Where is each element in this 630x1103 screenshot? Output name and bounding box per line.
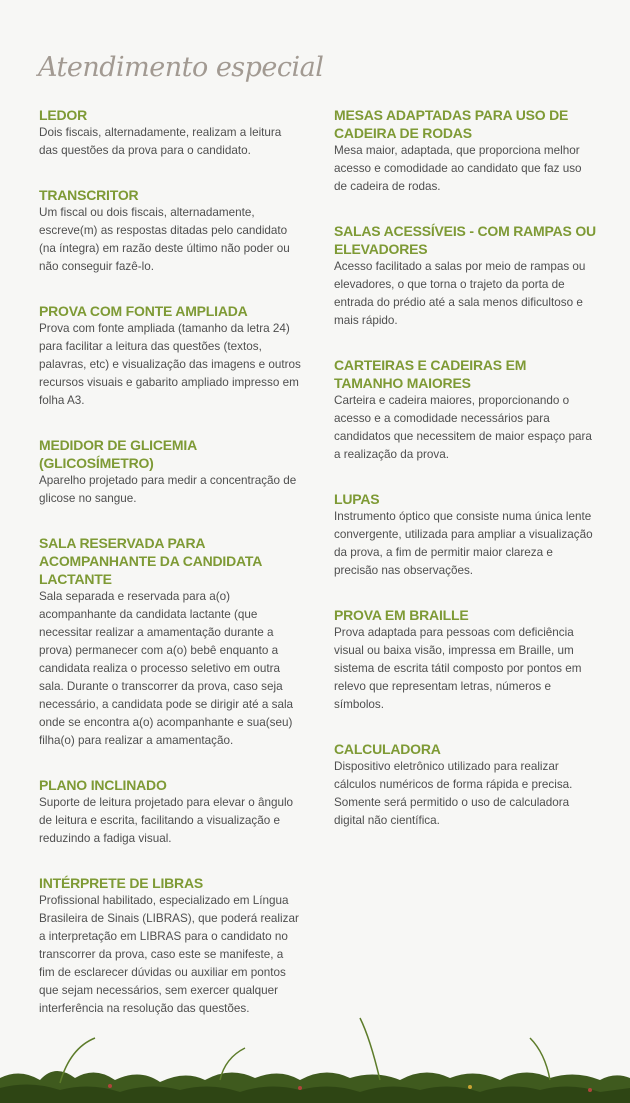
section-title: LEDOR [39, 107, 88, 123]
section-title: TRANSCRITOR [39, 187, 139, 203]
left-column [39, 106, 301, 1018]
section-interprete-libras [39, 874, 301, 1018]
section-body: Suporte de leitura projetado para elevar o ângulo de leitura e escrita, facilitando a visualização e reduzindo a fadiga visual. [39, 796, 294, 845]
section-plano-inclinado [39, 776, 301, 848]
section-ledor [39, 106, 301, 160]
section-medidor-glicemia [39, 436, 301, 508]
section-body: Profissional habilitado, especializado em Língua Brasileira de Sinais (LIBRAS), que poderá realizar a interpretação em LIBRAS para o candidato no transcorrer da prova, caso este se manifeste, a fim de esclarecer dúvidas ou auxiliar em pontos que sejam necessários, sem exercer qualquer interferência na resolução das questões. [39, 894, 299, 1015]
section-body: Prova adaptada para pessoas com deficiência visual ou baixa visão, impressa em Braille, um sistema de escrita tátil composto por pontos em relevo que representam letras, números e símbolos. [334, 626, 582, 711]
section-title: PROVA COM FONTE AMPLIADA [39, 303, 248, 319]
section-body: Carteira e cadeira maiores, proporcionando o acesso e a comodidade necessários para candidatos que necessitem de maior espaço para a realização da prova. [334, 394, 592, 461]
section-title: PROVA EM BRAILLE [334, 607, 469, 623]
section-body: Aparelho projetado para medir a concentração de glicose no sangue. [39, 474, 297, 505]
section-body: Dispositivo eletrônico utilizado para realizar cálculos numéricos de forma rápida e precisa. Somente será permitido o uso de calculadora digital não científica. [334, 760, 573, 827]
section-body: Um fiscal ou dois fiscais, alternadamente, escreve(m) as respostas ditadas pelo candidato (na íntegra) em razão deste último não poder ou não conseguir fazê-lo. [39, 206, 290, 273]
section-title: CARTEIRAS E CADEIRAS EM TAMANHO MAIORES [334, 357, 527, 391]
section-body: Sala separada e reservada para a(o) acompanhante da candidata lactante (que necessitar realizar a amamentação durante a prova) permanecer com a(o) bebê enquanto a candidata realiza o processo seletivo em outra sala. Durante o transcorrer da prova, caso seja necessário, a candidata pode se dirigir até a sala onde se encontra a(o) acompanhante e sua(seu) filha(o) para realizar a amamentação. [39, 590, 294, 747]
section-body: Acesso facilitado a salas por meio de rampas ou elevadores, o que torna o trajeto da porta de entrada do prédio até a sala menos dificultoso e mais rápido. [334, 260, 586, 327]
section-lupas [334, 490, 596, 580]
section-prova-fonte-ampliada [39, 302, 301, 410]
section-body: Instrumento óptico que consiste numa única lente convergente, utilizada para ampliar a visualização da prova, a fim de permitir maior clareza e precisão nas observações. [334, 510, 593, 577]
section-title: MESAS ADAPTADAS PARA USO DE CADEIRA DE RODAS [334, 107, 569, 141]
section-salas-acessiveis [334, 222, 596, 330]
right-column [334, 106, 596, 830]
section-title: SALAS ACESSÍVEIS - COM RAMPAS OU ELEVADORES [334, 223, 596, 257]
page-title: Atendimento especial [38, 52, 324, 83]
section-calculadora [334, 740, 596, 830]
section-prova-braille [334, 606, 596, 714]
section-mesas-adaptadas [334, 106, 596, 196]
section-title: MEDIDOR DE GLICEMIA (GLICOSÍMETRO) [39, 437, 197, 471]
section-carteiras-cadeiras [334, 356, 596, 464]
section-title: PLANO INCLINADO [39, 777, 167, 793]
section-title: LUPAS [334, 491, 380, 507]
section-title: CALCULADORA [334, 741, 441, 757]
section-body: Prova com fonte ampliada (tamanho da letra 24) para facilitar a leitura das questões (textos, palavras, etc) e visualização das imagens e outros recursos visuais e gabarito ampliado impresso em folha A3. [39, 322, 301, 407]
section-body: Dois fiscais, alternadamente, realizam a leitura das questões da prova para o candidato. [39, 126, 282, 157]
section-transcritor [39, 186, 301, 276]
section-title: SALA RESERVADA PARA ACOMPANHANTE DA CANDIDATA LACTANTE [39, 535, 262, 587]
grass-decoration [0, 1008, 630, 1103]
section-body: Mesa maior, adaptada, que proporciona melhor acesso e comodidade ao candidato que faz uso de cadeira de rodas. [334, 144, 582, 193]
section-sala-reservada-lactante [39, 534, 301, 750]
section-title: INTÉRPRETE DE LIBRAS [39, 875, 204, 891]
